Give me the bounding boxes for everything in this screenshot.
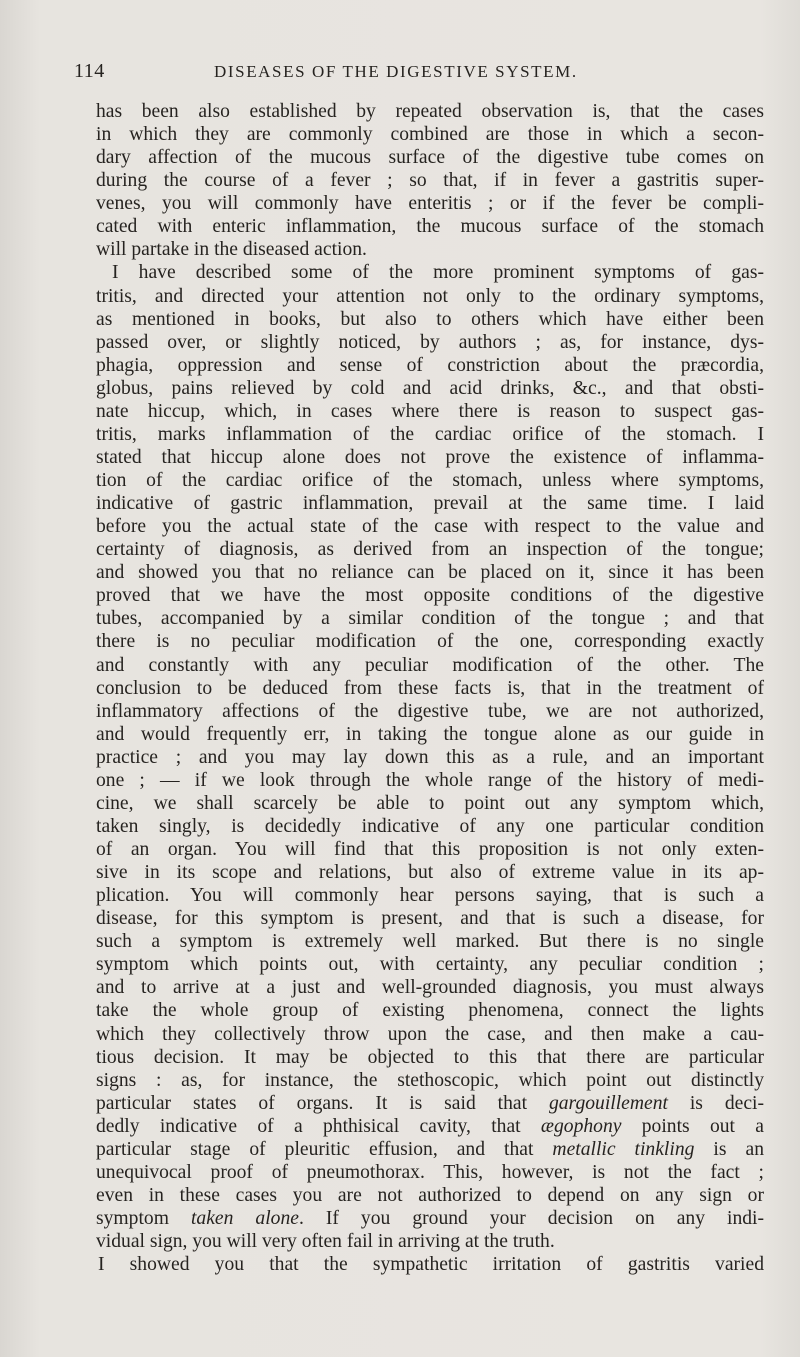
text-line: tious decision. It may be objected to this that there are particular xyxy=(96,1046,764,1068)
text-line: stated that hiccup alone does not prove the existence of inflamma- xyxy=(96,446,764,468)
text-line: such a symptom is extremely well marked. But there is no single xyxy=(96,931,764,953)
text-line: sive in its scope and relations, but also of extreme value in its ap- xyxy=(96,862,764,884)
text-line: take the whole group of existing phenomena, connect the lights xyxy=(96,1000,764,1022)
text-line: symptom which points out, with certainty, any peculiar condition ; xyxy=(96,954,764,976)
text-line: even in these cases you are not authorized to depend on any sign or xyxy=(96,1184,764,1206)
text-line: and to arrive at a just and well-grounded diagnosis, you must always xyxy=(96,977,764,999)
text-line: unequivocal proof of pneumothorax. This, however, is not the fact ; xyxy=(96,1161,764,1183)
paragraph-start-line: I showed you that the sympathetic irritation of gastritis varied xyxy=(98,1254,764,1276)
text-line: during the course of a fever ; so that, if in fever a gastritis super- xyxy=(96,170,764,192)
text-line: one ; — if we look through the whole range of the history of medi- xyxy=(96,769,764,791)
text-line: and constantly with any peculiar modification of the other. The xyxy=(96,654,764,676)
page-number: 114 xyxy=(74,60,105,82)
text-line: passed over, or slightly noticed, by authors ; as, for instance, dys- xyxy=(96,331,764,353)
running-head: DISEASES OF THE DIGESTIVE SYSTEM. xyxy=(214,62,578,81)
text-line: symptom taken alone. If you ground your decision on any indi- xyxy=(96,1208,765,1229)
text-line: cine, we shall scarcely be able to point out any symptom which, xyxy=(96,792,764,814)
italic-term: taken alone xyxy=(190,1208,299,1229)
text-line: tubes, accompanied by a similar condition of the tongue ; and that xyxy=(96,608,764,630)
text-line: and showed you that no reliance can be placed on it, since it has been xyxy=(96,562,764,584)
text-line: indicative of gastric inflammation, prevail at the same time. I laid xyxy=(96,493,764,515)
text-line: tion of the cardiac orifice of the stomach, unless where symptoms, xyxy=(96,470,764,491)
body-text xyxy=(96,100,764,1276)
text-line: tritis, and directed your attention not only to the ordinary symptoms, xyxy=(96,285,764,307)
italic-term: metallic tinkling xyxy=(552,1138,695,1160)
text-line: signs : as, for instance, the stethoscopic, which point out distinctly xyxy=(96,1069,764,1091)
text-line: conclusion to be deduced from these facts is, that in the treatment of xyxy=(96,677,764,699)
text-line: certainty of diagnosis, as derived from an inspection of the tongue; xyxy=(96,539,764,561)
text-line: plication. You will commonly hear persons saying, that is such a xyxy=(96,885,764,907)
text-line: globus, pains relieved by cold and acid drinks, &c., and that obsti- xyxy=(96,377,764,399)
italic-term: gargouillement xyxy=(548,1092,668,1114)
text-line: in which they are commonly combined are those in which a secon- xyxy=(96,124,764,146)
text-line: particular states of organs. It is said that gargouillement is deci- xyxy=(96,1092,764,1114)
text-line: venes, you will commonly have enteritis ; or if the fever be compli- xyxy=(96,193,764,215)
paragraph-end-line: will partake in the diseased action. xyxy=(96,239,367,261)
paragraph-end-line: vidual sign, you will very often fail in arriving at the truth. xyxy=(96,1231,555,1253)
text-line: phagia, oppression and sense of constriction about the præcordia, xyxy=(96,354,764,376)
text-line: taken singly, is decidedly indicative of any one particular condition xyxy=(96,815,764,837)
paragraph-start-line: I have described some of the more prominent symptoms of gas- xyxy=(112,262,764,284)
text-line: cated with enteric inflammation, the mucous surface of the stomach xyxy=(96,216,764,238)
text-line: dedly indicative of a phthisical cavity, that ægophony points out a xyxy=(96,1115,764,1137)
text-line: has been also established by repeated observation is, that the cases xyxy=(96,101,764,122)
text-line: inflammatory affections of the digestive tube, we are not authorized, xyxy=(96,700,764,722)
text-line: tritis, marks inflammation of the cardiac orifice of the stomach. I xyxy=(96,423,764,445)
text-line: before you the actual state of the case with respect to the value and xyxy=(96,516,764,538)
text-line: of an organ. You will find that this proposition is not only exten- xyxy=(96,839,764,860)
text-line: disease, for this symptom is present, and that is such a disease, for xyxy=(96,908,764,930)
text-line: proved that we have the most opposite conditions of the digestive xyxy=(96,585,764,607)
text-line: as mentioned in books, but also to others which have either been xyxy=(96,308,764,330)
text-line: practice ; and you may lay down this as a rule, and an important xyxy=(96,746,764,768)
page-header xyxy=(0,60,800,90)
text-line: dary affection of the mucous surface of the digestive tube comes on xyxy=(96,147,764,169)
text-line: nate hiccup, which, in cases where there is reason to suspect gas- xyxy=(96,400,764,422)
text-line: particular stage of pleuritic effusion, and that metallic tinkling is an xyxy=(96,1138,764,1160)
text-line: there is no peculiar modification of the one, corresponding exactly xyxy=(96,631,764,653)
text-line: and would frequently err, in taking the tongue alone as our guide in xyxy=(96,723,764,745)
italic-term: ægophony xyxy=(540,1115,622,1137)
text-line: which they collectively throw upon the case, and then make a cau- xyxy=(96,1023,764,1045)
